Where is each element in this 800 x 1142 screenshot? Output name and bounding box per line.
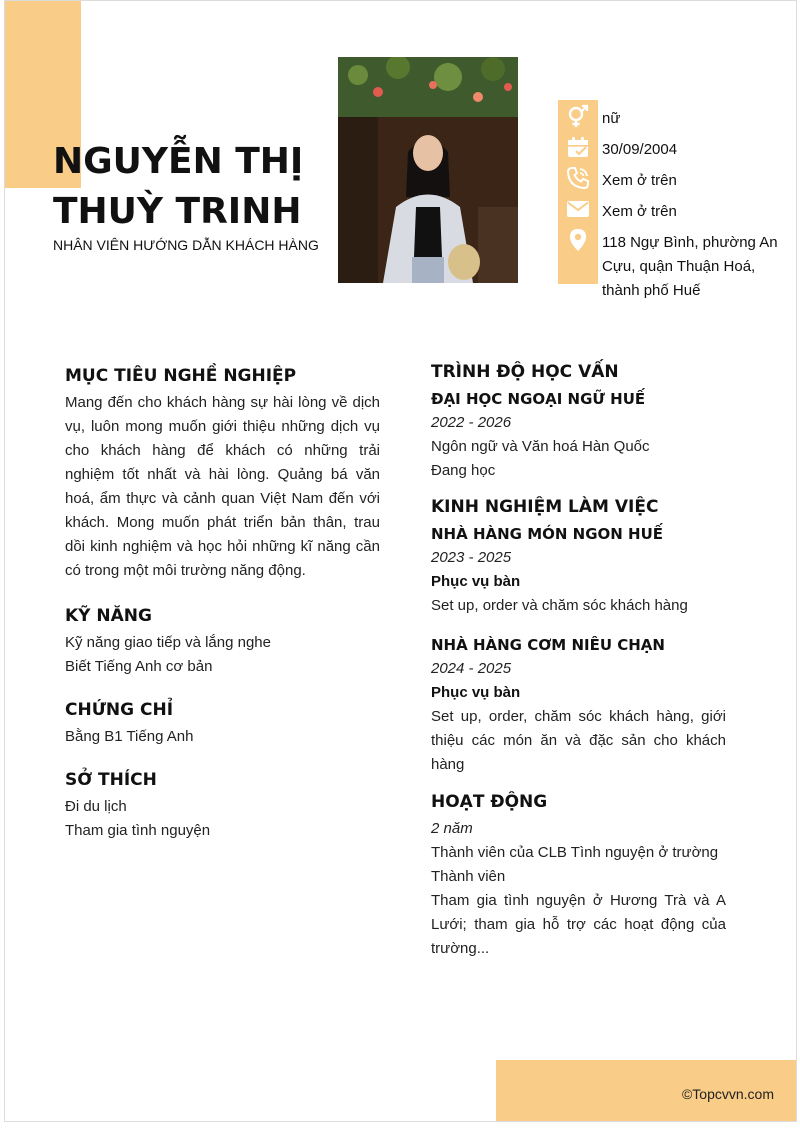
- education-title: TRÌNH ĐỘ HỌC VẤN: [431, 362, 619, 382]
- experience-company: NHÀ HÀNG MÓN NGON HUẾ: [431, 525, 664, 543]
- skill-item: Biết Tiếng Anh cơ bản: [65, 658, 213, 675]
- objective-section: [65, 361, 380, 583]
- certificates-section: [65, 695, 380, 749]
- name-line-1: NGUYỄN THỊ: [53, 141, 304, 182]
- activities-period: 2 năm: [431, 820, 473, 837]
- experience-role: Phục vụ bàn: [431, 573, 521, 590]
- bottom-accent-block: [496, 1060, 796, 1121]
- objective-text: Mang đến cho khách hàng sự hài lòng về dịch vụ, luôn mong muốn giới thiệu những dịch vụ cho khách hàng để khách có những trải nghiệm tốt nhất và hài lòng. Quảng bá văn hoá, ẩm thực và cảnh quan Việt Nam đến với khách. Mong muốn phát triển bản thân, trau dồi kinh nghiệm và học hỏi những kĩ năng cần có trong một môi trường năng động.: [65, 394, 380, 579]
- experience-item: [431, 522, 726, 618]
- activities-role: Thành viên: [431, 868, 506, 885]
- experience-item: [431, 633, 726, 777]
- skills-section: [65, 601, 380, 679]
- right-column: [431, 357, 726, 961]
- email-icon: [566, 197, 590, 221]
- experience-desc: Set up, order, chăm sóc khách hàng, giới thiệu các món ăn và đặc sản cho khách hàng: [431, 708, 726, 773]
- education-school: ĐẠI HỌC NGOẠI NGỮ HUẾ: [431, 390, 646, 408]
- job-title: NHÂN VIÊN HƯỚNG DẪN KHÁCH HÀNG: [53, 237, 319, 253]
- education-status: Đang học: [431, 462, 496, 479]
- activities-title: HOẠT ĐỘNG: [431, 792, 548, 812]
- gender-icon: [566, 104, 590, 128]
- activities-org: Thành viên của CLB Tình nguyện ở trường: [431, 844, 719, 861]
- gender-text: nữ: [602, 110, 621, 127]
- certificate-item: Bằng B1 Tiếng Anh: [65, 728, 194, 745]
- location-icon: [566, 228, 590, 252]
- full-name: [53, 137, 343, 237]
- name-line-2: THUỲ TRINH: [53, 191, 302, 232]
- birthday-text: 30/09/2004: [602, 141, 678, 158]
- email-text: Xem ở trên: [602, 203, 677, 220]
- experience-title: KINH NGHIỆM LÀM VIỆC: [431, 497, 659, 517]
- profile-photo: [338, 57, 518, 283]
- phone-text: Xem ở trên: [602, 172, 677, 189]
- hobbies-section: [65, 765, 380, 843]
- education-section: [431, 357, 726, 483]
- certificates-title: CHỨNG CHỈ: [65, 700, 174, 720]
- skills-title: KỸ NĂNG: [65, 606, 152, 626]
- objective-title: MỤC TIÊU NGHỀ NGHIỆP: [65, 366, 297, 386]
- phone-icon: [566, 166, 590, 190]
- skill-item: Kỹ năng giao tiếp và lắng nghe: [65, 634, 271, 651]
- copyright-text: ©Topcvvn.com: [681, 1086, 774, 1102]
- education-period: 2022 - 2026: [431, 414, 512, 431]
- activities-desc: Tham gia tình nguyện ở Hương Trà và A Lưới; tham gia hỗ trợ các hoạt động của trường...: [431, 892, 726, 957]
- experience-period: 2023 - 2025: [431, 549, 512, 566]
- experience-company: NHÀ HÀNG CƠM NIÊU CHẠN: [431, 636, 665, 654]
- hobby-item: Tham gia tình nguyện: [65, 822, 211, 839]
- experience-section: [431, 492, 726, 777]
- address-text: 118 Ngự Bình, phường An Cựu, quận Thuận Hoá, thành phố Huế: [602, 234, 778, 299]
- activities-section: [431, 787, 726, 961]
- cv-page: [4, 0, 797, 1122]
- education-major: Ngôn ngữ và Văn hoá Hàn Quốc: [431, 438, 650, 455]
- experience-period: 2024 - 2025: [431, 660, 512, 677]
- hobby-item: Đi du lịch: [65, 798, 127, 815]
- calendar-icon: [566, 135, 590, 159]
- experience-role: Phục vụ bàn: [431, 684, 521, 701]
- experience-desc: Set up, order và chăm sóc khách hàng: [431, 597, 688, 614]
- left-column: [65, 361, 380, 843]
- hobbies-title: SỞ THÍCH: [65, 770, 157, 790]
